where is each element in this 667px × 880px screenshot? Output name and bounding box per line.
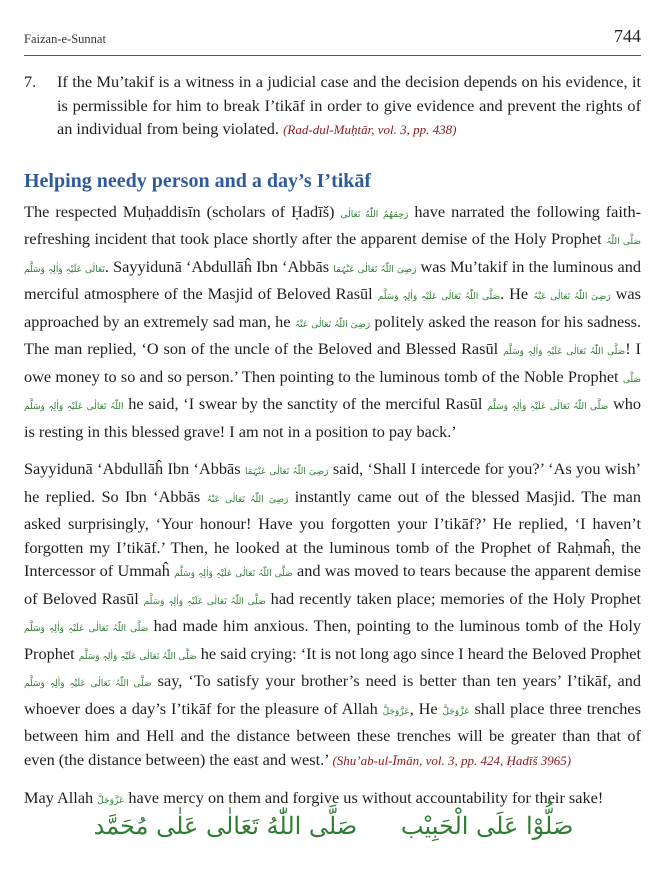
reference-rad-dul-muhtar: (Rad-dul-Muḥtār, vol. 3, pp. 438) (283, 122, 457, 137)
honorific-sallallahu: صَلَّی اللّٰہُ تَعَالٰی عَلَیْہِ وَاٰلِہٖ وَسَلَّم (174, 569, 293, 579)
list-item-text (57, 70, 641, 142)
reference-shuab-ul-iman: (Shu’ab-ul-Īmān, vol. 3, pp. 424, Ḥadīš 3965) (332, 752, 572, 768)
section-heading: Helping needy person and a day’s I’tikāf (24, 169, 372, 192)
honorific-sallallahu: صَلَّی اللّٰہُ تَعَالٰی عَلَیْہِ وَاٰلِہٖ وَسَلَّم (24, 237, 641, 275)
honorific-sallallahu: صَلَّی اللّٰہُ تَعَالٰی عَلَیْہِ وَاٰلِہٖ وَسَلَّم (78, 651, 197, 662)
paragraph-3 (24, 786, 641, 814)
p1-s2: have narrated the following faith-refreshing incident that took place shortly after the apparent demise of the Holy Prophet (24, 201, 642, 248)
durood-part-2: صَلَّی اللّٰهُ تَعَالٰی عَلٰی مُحَمَّد (93, 812, 358, 840)
paragraph-1 (24, 200, 641, 444)
page-header (24, 26, 641, 52)
durood-line (0, 812, 667, 840)
list-item-7 (24, 70, 641, 142)
p2-s7: he said crying: ‘It is not long ago since I heard the Beloved Prophet (200, 643, 641, 663)
p1-s6: was approached by an extremely sad man, he (24, 284, 641, 331)
p1-s5: . He (500, 284, 529, 303)
p2-s9: , He (409, 698, 438, 718)
durood-part-1: صَلُّوْا عَلَی الْحَبِیْب (400, 812, 574, 840)
p2-s4: and was moved to tears because the apparent demise of Beloved Rasūl (24, 561, 641, 608)
p1-s4: was Mu’takif in the luminous and merciful atmosphere of the Masjid of Beloved Rasūl (24, 256, 641, 303)
honorific-sallallahu: صَلَّی اللّٰہُ تَعَالٰی عَلَیْہِ وَاٰلِہٖ وَسَلَّم (24, 374, 641, 412)
p2-s5: had recently taken place; memories of the Holy Prophet (270, 588, 641, 608)
honorific-sallallahu: صَلَّی اللّٰہُ تَعَالٰی عَلَیْہِ وَاٰلِہٖ وَسَلَّم (143, 596, 266, 607)
honorific-sallallahu: صَلَّی اللّٰہُ تَعَالٰی عَلَیْہِ وَاٰلِہٖ وَسَلَّم (24, 624, 149, 634)
honorific-azza-wa-jal: عَزَّوَجَلَّ (382, 706, 410, 717)
book-title: Faizan-e-Sunnat (24, 32, 106, 46)
honorific-radiallahu-anhu: رَضِیَ اللّٰہُ تَعَالٰی عَنْہُ (294, 319, 371, 330)
p2-s3: instantly came out of the blessed Masjid. The man asked surprisingly, ‘Your honour! Have you forgotten your I’tikāf?’ He replied, ‘I haven’t forgotten my I’tikāf.’ Then, he looked at the luminous tomb of the Prophet of Raḥmaĥ, the Intercessor of Ummaĥ (24, 486, 641, 580)
honorific-radiallahu-anhuma: رَضِیَ اللّٰہُ تَعَالٰی عَنْہُمَا (333, 264, 417, 275)
honorific-radiallahu-anhu: رَضِیَ اللّٰہُ تَعَالٰی عَنْہُ (206, 494, 289, 505)
honorific-radiallahu-anhu: رَضِیَ اللّٰہُ تَعَالٰی عَنْہُ (533, 292, 611, 302)
honorific-sallallahu: صَلَّی اللّٰہُ تَعَالٰی عَلَیْہِ وَاٰلِہٖ وَسَلَّم (487, 402, 609, 412)
p3-s1: May Allah (24, 788, 94, 807)
honorific-azza-wa-jal: عَزَّوَجَلَّ (442, 706, 470, 717)
p2-s1: Sayyidunā ‘Abdullāĥ Ibn ‘Abbās (24, 459, 241, 478)
p1-s9: he said, ‘I swear by the sanctity of the merciful Rasūl (128, 394, 483, 413)
p2-s2: said, ‘Shall I intercede for you?’ ‘As you wish’ he replied. So Ibn ‘Abbās (24, 459, 642, 506)
p1-s8: ! I owe money to so and so person.’ Then pointing to the luminous tomb of the Noble Prophet (24, 339, 641, 386)
p2-s10: shall place three trenches between him and Hell and the distance between these trenches will be greater than that of even (the distance between) the east and west.’ (24, 698, 641, 769)
honorific-radiallahu-anhuma: رَضِیَ اللّٰہُ تَعَالٰی عَنْہُمَا (244, 467, 329, 477)
honorific-rahmatullah: رَحِمَهُمُ اللّٰهُ تَعَالٰی (340, 209, 409, 220)
page-body (24, 70, 641, 814)
page-number: 744 (614, 26, 641, 46)
list-item-number: 7. (24, 72, 37, 91)
p1-s10: who is resting in this blessed grave! I am not in a position to pay back.’ (24, 394, 641, 441)
honorific-azza-wa-jal: عَزَّوَجَلَّ (97, 796, 125, 806)
honorific-sallallahu: صَلَّی اللّٰہُ تَعَالٰی عَلَیْہِ وَاٰلِہٖ وَسَلَّم (24, 679, 152, 689)
p2-s8: say, ‘To satisfy your brother’s need is better than ten years’ I’tikāf, and whoever does a day’s I’tikāf for the pleasure of Allah (24, 671, 641, 718)
p2-s6: had made him anxious. Then, pointing to the luminous tomb of the Holy Prophet (24, 616, 641, 663)
p1-s7: politely asked the reason for his sadness. The man replied, ‘O son of the uncle of the Beloved and Blessed Rasūl (24, 311, 641, 358)
p1-s1: The respected Muḥaddisīn (scholars of Ḥadīš) (24, 201, 335, 221)
p3-s2: have mercy on them and forgive us without accountability for their sake! (128, 788, 604, 807)
item-7-body: If the Mu’takif is a witness in a judicial case and the decision depends on his evidence, it is permissible for him to break I’tikāf in order to give evidence and prevent the rights of an individual from being violated. (57, 72, 641, 138)
header-divider (24, 55, 641, 56)
honorific-sallallahu: صَلَّی اللّٰہُ تَعَالٰی عَلَیْہِ وَاٰلِہٖ وَسَلَّم (377, 292, 501, 302)
honorific-sallallahu: صَلَّی اللّٰہُ تَعَالٰی عَلَیْہِ وَاٰلِہٖ وَسَلَّم (503, 347, 626, 357)
p1-s3: . Sayyidunā ‘Abdullāĥ Ibn ‘Abbās (104, 256, 330, 276)
paragraph-2 (24, 457, 641, 772)
